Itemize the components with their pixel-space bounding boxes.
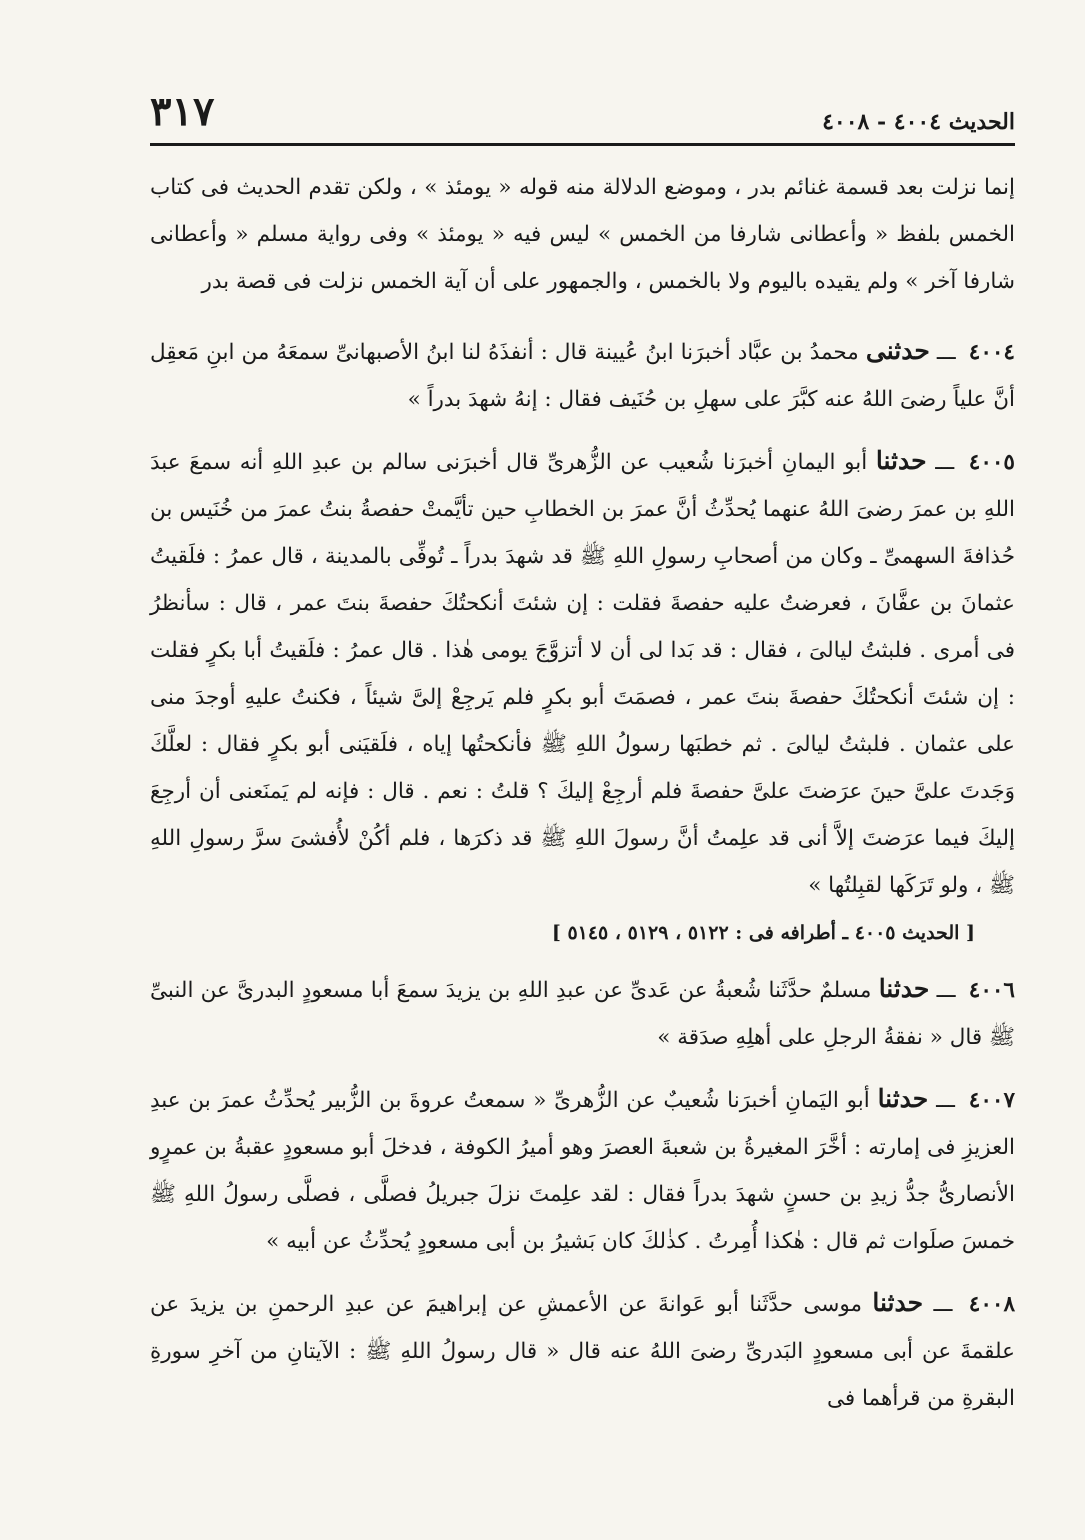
page-header (150, 88, 1015, 146)
page-number: ٣١٧ (150, 88, 215, 135)
haddatha-word: حدثنى (865, 336, 930, 365)
hadith-text: مسلمٌ حدَّثَنا شُعبةُ عن عَدىِّ عن عبدِ اللهِ بن يزيدَ سمعَ أبا مسعودٍ البدرىَّ عن النبىِّ ﷺ قال « نفقةُ الرجلِ على أهلِهِ صدَقة » (150, 978, 1015, 1050)
hadith-4005 (150, 437, 1015, 909)
haddatha-word: حدثنا (875, 446, 927, 475)
hadith-text: أبو اليمانِ أخبرَنا شُعيب عن الزُّهرىِّ قال أخبرَنى سالم بن عبدِ اللهِ أنه سمعَ عبدَ اللهِ بن عمرَ رضىَ اللهُ عنهما يُحدِّثُ أنَّ عمرَ بن الخطابِ حين تأيَّمتْ حفصةُ بنتُ عمرَ من خُنَيس بن حُذافةَ السهمىِّ ـ وكان من أصحابِ رسولِ اللهِ ﷺ قد شهدَ بدراً ـ تُوفِّى بالمدينة ، قال عمرُ : فلَقيتُ عثمانَ بن عفَّانَ ، فعرضتُ عليه حفصةَ فقلت : إن شئتَ أنكحتُكَ حفصةَ بنتَ عمر ، قال : سأنظرُ فى أمرى . فلبثتُ ليالىَ ، فقال : قد بَدا لى أن لا أتزوَّجَ يومى هٰذا . قال عمرُ : فلَقيتُ أبا بكرٍ فقلت : إن شئتَ أنكحتُكَ حفصةَ بنتَ عمر ، فصمَتَ أبو بكرٍ فلم يَرجِعْ إلىَّ شيئاً ، فكنتُ عليهِ أوجدَ منى على عثمان . فلبثتُ ليالىَ . ثم خطبَها رسولُ اللهِ ﷺ فأنكحتُها إياه ، فلَقيَنى أبو بكرٍ فقال : لعلَّكَ وَجَدتَ علىَّ حينَ عرَضتَ علىَّ حفصةَ فلم أرجِعْ إليكَ ؟ قلتُ : نعم . قال : فإنه لم يَمنَعنى أن أرجِعَ إليكَ فيما عرَضتَ إلاَّ أنى قد علِمتُ أنَّ رسولَ اللهِ ﷺ قد ذكرَها ، فلم أكُنْ لأُفشىَ سرَّ رسولِ اللهِ ﷺ ، ولو تَرَكَها لقبِلتُها » (150, 450, 1015, 898)
hadith-dash: ـــ (936, 340, 956, 365)
haddatha-word: حدثنا (878, 974, 930, 1003)
intro-paragraph (150, 164, 1015, 305)
hadith-4004 (150, 327, 1015, 423)
hadith-dash: ـــ (933, 1292, 953, 1317)
running-title: الحديث ٤٠٠٤ - ٤٠٠٨ (822, 109, 1015, 135)
hadith-number: ٤٠٠٤ (968, 340, 1015, 365)
hadith-number: ٤٠٠٧ (968, 1088, 1015, 1113)
haddatha-word: حدثنا (877, 1084, 929, 1113)
hadith-text: محمدُ بن عبَّاد أخبرَنا ابنُ عُيينة قال : أنفذَهُ لنا ابنُ الأصبهانىِّ سمعَهُ من ابنِ مَعقِل أنَّ علياً رضىَ اللهُ عنه كبَّرَ على سهلِ بن حُنَيف فقال : إنهُ شهدَ بدراً » (150, 340, 1015, 412)
haddatha-word: حدثنا (872, 1288, 924, 1317)
hadith-dash: ـــ (936, 978, 956, 1003)
hadith-dash: ـــ (936, 1088, 955, 1113)
hadith-4007 (150, 1075, 1015, 1265)
hadith-text: موسى حدَّثَنا أبو عَوانةَ عن الأعمشِ عن إبراهيمَ عن عبدِ الرحمنِ بن يزيدَ عن علقمةَ عن أبى مسعودٍ البَدرىِّ رضىَ اللهُ عنه قال « قال رسولُ اللهِ ﷺ : الآيتانِ من آخرِ سورةِ البقرةِ من قرأهما فى (150, 1292, 1015, 1411)
hadith-number: ٤٠٠٨ (968, 1292, 1015, 1317)
hadith-4006 (150, 965, 1015, 1061)
hadith-dash: ـــ (935, 450, 955, 475)
hadith-number: ٤٠٠٥ (968, 450, 1015, 475)
hadith-4008 (150, 1279, 1015, 1422)
hadith-number: ٤٠٠٦ (968, 978, 1015, 1003)
hadith-4005-cross-reference: [ الحديث ٤٠٠٥ ـ أطرافه فى : ٥١٢٢ ، ٥١٢٩ ، ٥١٤٥ ] (551, 922, 975, 944)
page-content (150, 164, 1015, 1422)
intro-text: إنما نزلت بعد قسمة غنائم بدر ، وموضع الدلالة منه قوله « يومئذ » ، ولكن تقدم الحديث فى كتاب الخمس بلفظ « وأعطانى شارفا من الخمس » ليس فيه « يومئذ » وفى رواية مسلم « وأعطانى شارفا آخر » ولم يقيده باليوم ولا بالخمس ، والجمهور على أن آية الخمس نزلت فى قصة بدر (150, 175, 1015, 294)
hadith-text: أبو اليَمانِ أخبرَنا شُعيبٌ عن الزُّهرىِّ « سمعتُ عروةَ بن الزُّبير يُحدِّثُ عمرَ بن عبدِ العزيزِ فى إمارته : أخَّرَ المغيرةُ بن شعبةَ العصرَ وهو أميرُ الكوفة ، فدخلَ أبو مسعودٍ عقبةُ بن عمرٍو الأنصارىُّ جدُّ زيدِ بن حسنٍ شهدَ بدراً فقال : لقد علِمتَ نزلَ جبريلُ فصلَّى ، فصلَّى رسولُ اللهِ ﷺ خمسَ صلَوات ثم قال : هٰكذا أُمِرتُ . كذٰلكَ كان بَشيرُ بن أبى مسعودٍ يُحدِّثُ عن أبيه » (150, 1088, 1015, 1254)
